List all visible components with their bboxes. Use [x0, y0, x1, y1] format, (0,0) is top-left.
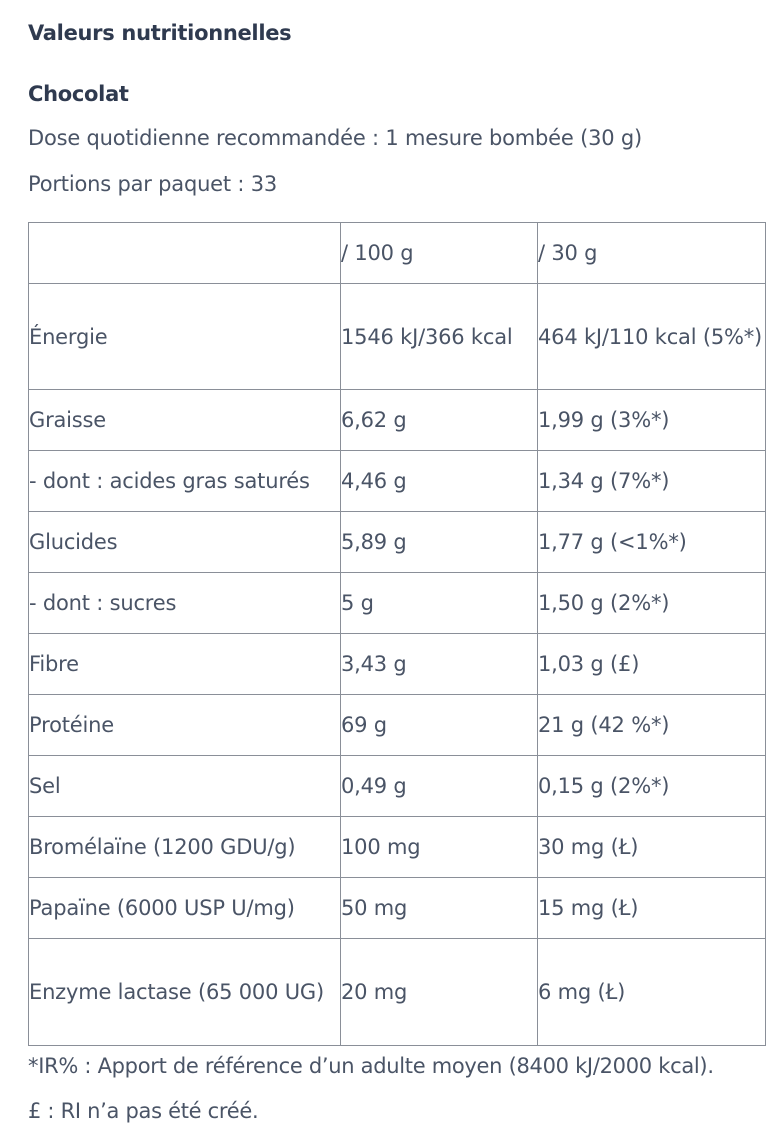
value-per100: 50 mg: [341, 878, 538, 939]
value-per100: 20 mg: [341, 939, 538, 1046]
nutrient-name: - dont : acides gras saturés: [29, 451, 341, 512]
value-per30: 1,50 g (2%*): [538, 573, 766, 634]
nutrient-name: Protéine: [29, 695, 341, 756]
value-per100: 0,49 g: [341, 756, 538, 817]
nutrient-name: Papaïne (6000 USP U/mg): [29, 878, 341, 939]
value-per30: 6 mg (Ł): [538, 939, 766, 1046]
daily-dose: Dose quotidienne recommandée : 1 mesure bombée (30 g): [28, 126, 643, 150]
value-per100: 5 g: [341, 573, 538, 634]
value-per30: 15 mg (Ł): [538, 878, 766, 939]
value-per100: 6,62 g: [341, 390, 538, 451]
nutrient-name: Enzyme lactase (65 000 UG): [29, 939, 341, 1046]
table-row: [29, 390, 766, 451]
value-per100: 69 g: [341, 695, 538, 756]
value-per30: 1,34 g (7%*): [538, 451, 766, 512]
nutrient-name: Glucides: [29, 512, 341, 573]
portions-per-pack: Portions par paquet : 33: [28, 172, 278, 196]
value-per100: 5,89 g: [341, 512, 538, 573]
table-row: [29, 573, 766, 634]
value-per100: 4,46 g: [341, 451, 538, 512]
table-row: [29, 756, 766, 817]
table-row: [29, 284, 766, 390]
table-row: [29, 878, 766, 939]
value-per30: 1,77 g (<1%*): [538, 512, 766, 573]
nutrient-name: Bromélaïne (1200 GDU/g): [29, 817, 341, 878]
header-cell-per30: / 30 g: [538, 223, 766, 284]
nutrient-name: Énergie: [29, 284, 341, 390]
table-row: [29, 695, 766, 756]
table-row: [29, 634, 766, 695]
nutrient-name: Sel: [29, 756, 341, 817]
value-per100: 1546 kJ/366 kcal: [341, 284, 538, 390]
header-cell-per100: / 100 g: [341, 223, 538, 284]
value-per100: 3,43 g: [341, 634, 538, 695]
nutrient-name: Fibre: [29, 634, 341, 695]
nutrient-name: - dont : sucres: [29, 573, 341, 634]
nutrition-table: [28, 222, 766, 1046]
value-per30: 464 kJ/110 kcal (5%*): [538, 284, 766, 390]
value-per30: 0,15 g (2%*): [538, 756, 766, 817]
table-row: [29, 817, 766, 878]
table-row: [29, 512, 766, 573]
value-per100: 100 mg: [341, 817, 538, 878]
value-per30: 1,99 g (3%*): [538, 390, 766, 451]
value-per30: 1,03 g (£): [538, 634, 766, 695]
table-header-row: [29, 223, 766, 284]
flavor-title: Chocolat: [28, 82, 129, 106]
footnote-reference-intake: *IR% : Apport de référence d’un adulte moyen (8400 kJ/2000 kcal).: [28, 1054, 714, 1078]
table-row: [29, 451, 766, 512]
section-title: Valeurs nutritionnelles: [28, 21, 292, 45]
table-row: [29, 939, 766, 1046]
footnote-ri-not-established: £ : RI n’a pas été créé.: [28, 1099, 259, 1123]
header-cell-empty: [29, 223, 341, 284]
value-per30: 21 g (42 %*): [538, 695, 766, 756]
value-per30: 30 mg (Ł): [538, 817, 766, 878]
nutrient-name: Graisse: [29, 390, 341, 451]
